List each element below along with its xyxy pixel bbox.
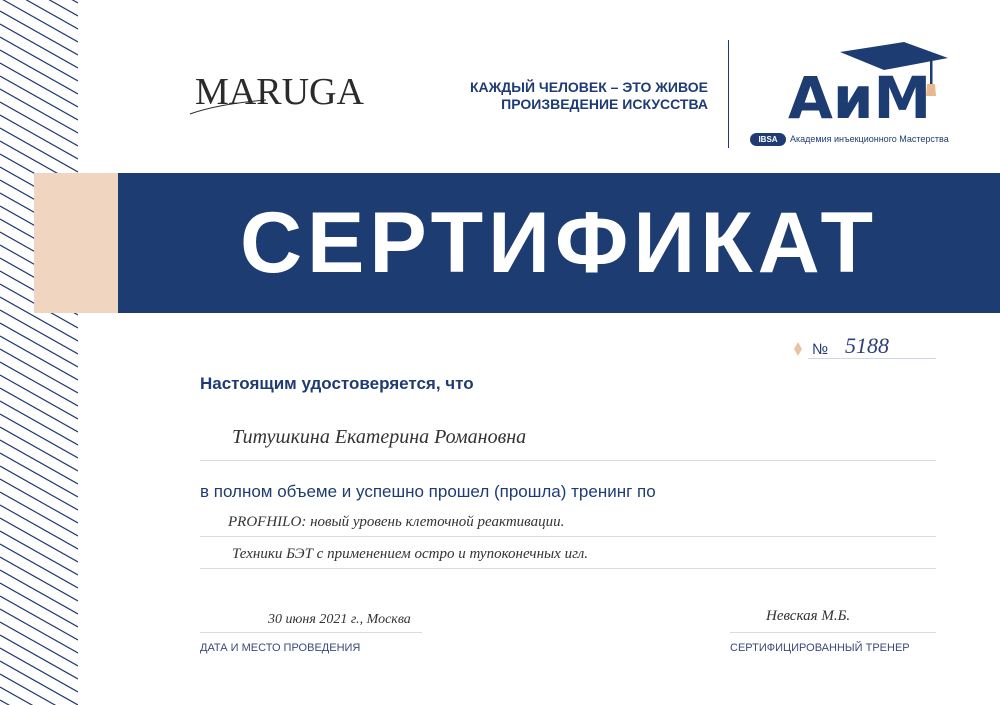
slogan	[440, 79, 708, 113]
stripe-line	[0, 115, 78, 159]
stripe-line	[0, 674, 78, 705]
course-underline-2	[200, 568, 936, 569]
stripe-line	[0, 323, 78, 367]
stripe-line	[0, 531, 78, 575]
maruga-swoosh-icon	[188, 98, 268, 118]
stripe-line	[0, 37, 78, 81]
stripe-line	[0, 557, 78, 601]
header-divider	[728, 40, 729, 148]
date-label: ДАТА И МЕСТО ПРОВЕДЕНИЯ	[200, 642, 361, 654]
trainer-underline	[730, 632, 936, 633]
academy-name: Академия инъекционного Мастерства	[790, 134, 949, 144]
aim-academy-logo	[780, 42, 960, 134]
course-line-1: PROFHILO: новый уровень клеточной реактивации.	[228, 514, 565, 530]
stripe-line	[0, 453, 78, 497]
stripe-line	[0, 362, 78, 406]
stripe-line	[0, 0, 78, 42]
stripe-line	[0, 544, 78, 588]
stripe-line	[0, 76, 78, 120]
certificate-title: СЕРТИФИКАТ	[239, 195, 879, 291]
stripe-line	[0, 622, 78, 666]
stripe-line	[0, 24, 78, 68]
stripe-line	[0, 50, 78, 94]
date-underline	[200, 632, 422, 633]
aim-logo-text: АиМ	[788, 64, 932, 132]
stripe-line	[0, 648, 78, 692]
stripe-line	[0, 505, 78, 549]
slogan-line-2: ПРОИЗВЕДЕНИЕ ИСКУССТВА	[501, 96, 708, 112]
stripe-line	[0, 0, 78, 3]
stripe-line	[0, 388, 78, 432]
diamond-icon	[794, 342, 802, 356]
trainer-label: СЕРТИФИЦИРОВАННЫЙ ТРЕНЕР	[730, 642, 910, 654]
number-underline	[808, 358, 936, 359]
stripe-line	[0, 440, 78, 484]
name-underline	[200, 460, 936, 461]
certifies-text: Настоящим удостоверяется, что	[200, 374, 474, 393]
recipient-name: Титушкина Екатерина Романовна	[232, 426, 527, 448]
stripe-line	[0, 466, 78, 510]
stripe-line	[0, 401, 78, 445]
stripe-line	[0, 518, 78, 562]
stripe-line	[0, 700, 78, 705]
course-underline-1	[200, 536, 936, 537]
stripe-line	[0, 310, 78, 354]
stripe-line	[0, 583, 78, 627]
banner-accent-strip	[34, 173, 118, 313]
stripe-line	[0, 492, 78, 536]
stripe-line	[0, 570, 78, 614]
certificate-number: 5188	[845, 333, 889, 358]
stripe-line	[0, 349, 78, 393]
stripe-line	[0, 128, 78, 172]
stripe-line	[0, 375, 78, 419]
stripe-line	[0, 11, 78, 55]
stripe-line	[0, 479, 78, 523]
stripe-line	[0, 336, 78, 380]
maruga-logo: MARUGA	[195, 71, 364, 113]
date-value: 30 июня 2021 г., Москва	[268, 612, 411, 627]
stripe-line	[0, 89, 78, 133]
stripe-line	[0, 635, 78, 679]
stripe-line	[0, 427, 78, 471]
stripe-line	[0, 596, 78, 640]
stripe-line	[0, 661, 78, 705]
stripe-line	[0, 609, 78, 653]
stripe-line	[0, 63, 78, 107]
completion-text: в полном объеме и успешно прошел (прошла) тренинг по	[200, 482, 656, 501]
stripe-line	[0, 414, 78, 458]
ibsa-badge: IBSA	[750, 133, 786, 146]
stripe-line	[0, 0, 78, 16]
trainer-value: Невская М.Б.	[766, 608, 851, 624]
slogan-line-1: КАЖДЫЙ ЧЕЛОВЕК – ЭТО ЖИВОЕ	[469, 79, 708, 95]
stripe-line	[0, 102, 78, 146]
course-line-2: Техники БЭТ с применением остро и тупоконечных игл.	[232, 546, 589, 562]
certificate-number-label: №	[812, 341, 829, 358]
